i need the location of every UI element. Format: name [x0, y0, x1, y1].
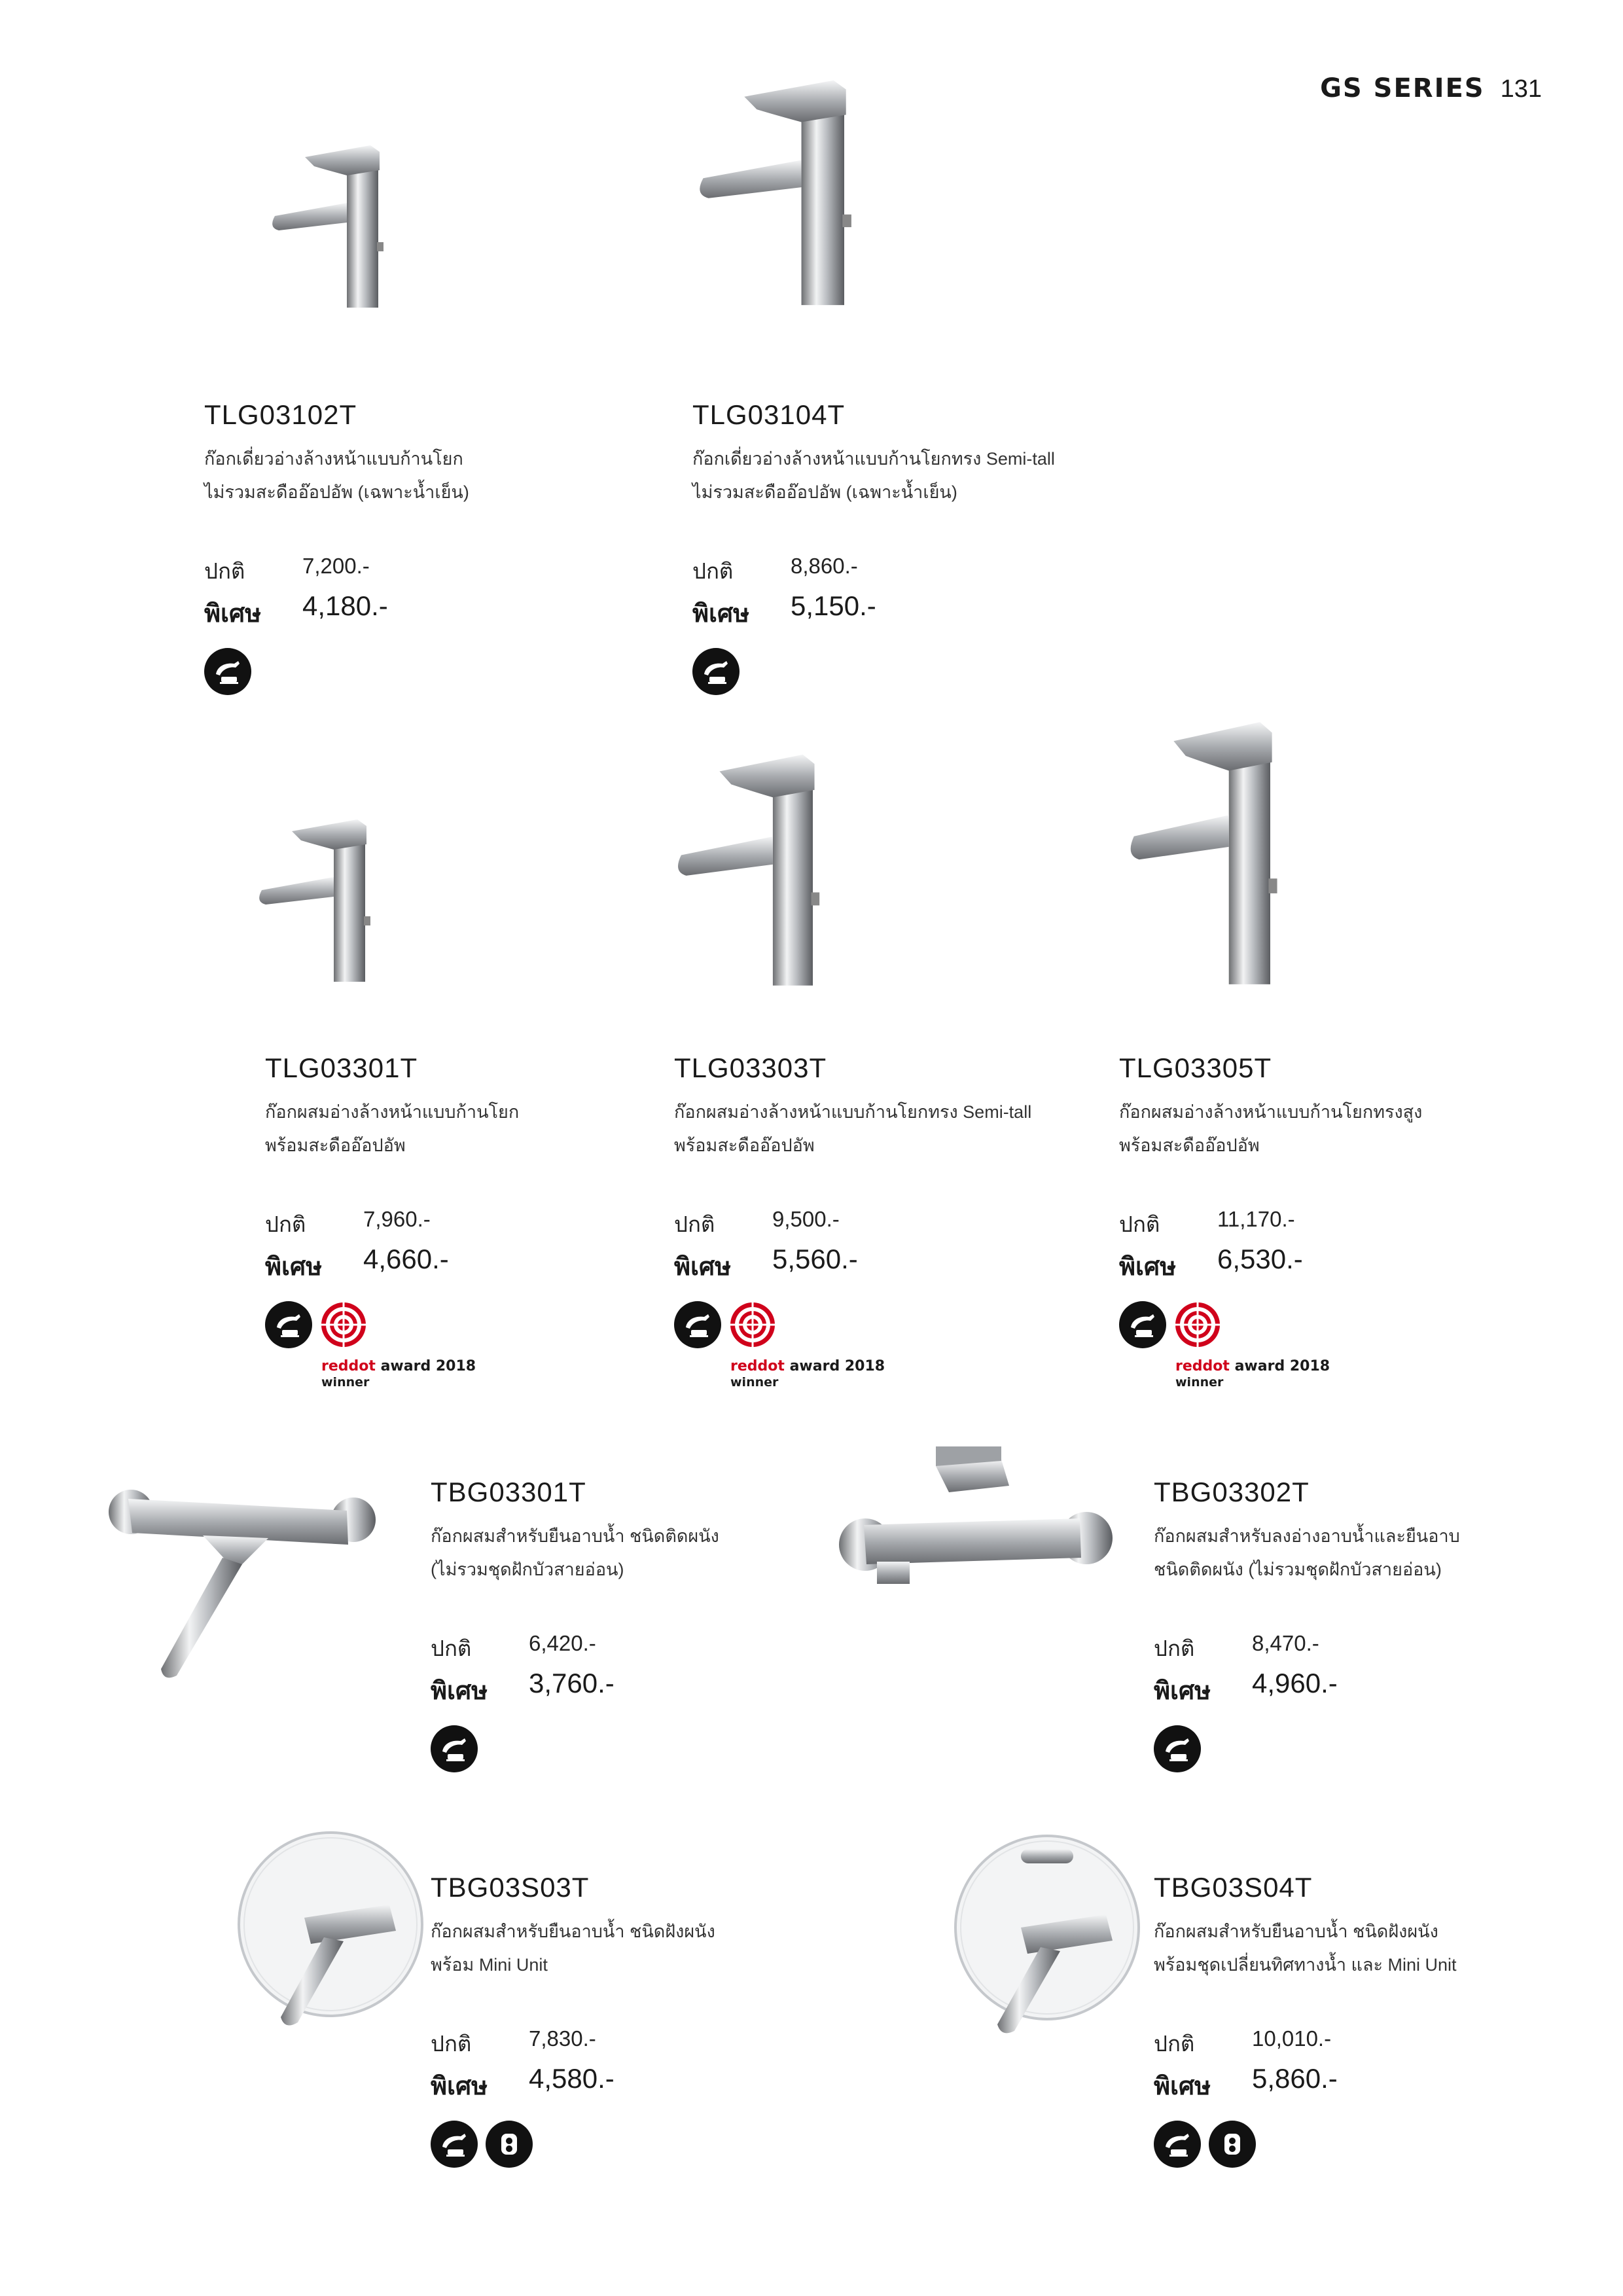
special-price: 5,150.-	[791, 590, 876, 621]
product-tlg03301t	[265, 1052, 658, 1390]
special-price: 4,180.-	[302, 590, 388, 621]
single-lever-icon	[431, 2121, 478, 2168]
product-description-line1: ก๊อกผสมสำหรับลงอ่างอาบน้ำและยืนอาบ	[1154, 1526, 1460, 1546]
product-description-line2: ไม่รวมสะดืออ๊อปอัพ (เฉพาะน้ำเย็น)	[692, 482, 957, 502]
reddot-award-caption: reddot award 2018 winner	[730, 1358, 885, 1390]
product-image-tbg03s03t	[232, 1826, 429, 2036]
product-tlg03303t	[674, 1052, 1093, 1390]
product-description-line1: ก๊อกผสมสำหรับยืนอาบน้ำ ชนิดติดผนัง	[431, 1526, 719, 1546]
product-image-tlg03303t	[648, 753, 831, 995]
reddot-award-icon	[1174, 1301, 1221, 1348]
special-price-label: พิเศษ	[204, 600, 262, 628]
page-number: 131	[1500, 75, 1542, 103]
regular-price-label: ปกติ	[1154, 1636, 1195, 1660]
regular-price-label: ปกติ	[265, 1212, 306, 1236]
regular-price-label: ปกติ	[431, 1636, 472, 1660]
product-tbg03301t	[431, 1477, 823, 1772]
special-price: 5,560.-	[772, 1244, 858, 1274]
regular-price-label: ปกติ	[431, 2032, 472, 2056]
regular-price: 9,500.-	[772, 1207, 840, 1231]
regular-price: 8,470.-	[1252, 1631, 1319, 1655]
product-image-tlg03305t	[1099, 720, 1289, 995]
mini-unit-icon	[486, 2121, 533, 2168]
product-image-tlg03301t	[236, 818, 380, 988]
single-lever-icon	[1119, 1301, 1166, 1348]
product-code: TLG03305T	[1119, 1052, 1272, 1083]
special-price: 4,960.-	[1252, 1668, 1338, 1698]
single-lever-icon	[1154, 1725, 1201, 1772]
regular-price: 6,420.-	[529, 1631, 596, 1655]
regular-price-label: ปกติ	[1119, 1212, 1160, 1236]
product-tlg03102t	[204, 399, 662, 695]
product-code: TBG03S04T	[1154, 1872, 1313, 1903]
regular-price: 11,170.-	[1217, 1207, 1295, 1231]
product-description-line1: ก๊อกผสมอ่างล้างหน้าแบบก้านโยกทรงสูง	[1119, 1102, 1423, 1122]
special-price-label: พิเศษ	[674, 1253, 732, 1281]
special-price: 6,530.-	[1217, 1244, 1303, 1274]
product-description-line2: พร้อมสะดืออ๊อปอัพ	[674, 1136, 815, 1155]
product-description-line2: พร้อมสะดืออ๊อปอัพ	[1119, 1136, 1260, 1155]
product-image-tlg03104t	[668, 79, 864, 314]
product-description-line2: ไม่รวมสะดืออ๊อปอัพ (เฉพาะน้ำเย็น)	[204, 482, 469, 502]
product-code: TBG03302T	[1154, 1477, 1310, 1507]
product-tbg03s03t	[431, 1872, 823, 2168]
product-tbg03s04t	[1154, 1872, 1546, 2168]
regular-price: 10,010.-	[1252, 2026, 1332, 2051]
product-code: TBG03S03T	[431, 1872, 590, 1903]
product-description-line1: ก๊อกเดี่ยวอ่างล้างหน้าแบบก้านโยกทรง Semi-tall	[692, 449, 1055, 469]
special-price-label: พิเศษ	[1154, 2073, 1211, 2100]
product-description-line2: พร้อม Mini Unit	[431, 1955, 548, 1975]
special-price: 5,860.-	[1252, 2063, 1338, 2094]
product-image-tbg03s04t	[949, 1826, 1145, 2042]
regular-price-label: ปกติ	[674, 1212, 715, 1236]
special-price-label: พิเศษ	[1119, 1253, 1177, 1281]
single-lever-icon	[265, 1301, 312, 1348]
product-tlg03305t	[1119, 1052, 1538, 1390]
product-tbg03302t	[1154, 1477, 1546, 1772]
product-image-tbg03302t	[838, 1446, 1113, 1610]
regular-price-label: ปกติ	[204, 559, 245, 583]
product-description-line1: ก๊อกผสมอ่างล้างหน้าแบบก้านโยก	[265, 1102, 520, 1122]
product-description-line1: ก๊อกเดี่ยวอ่างล้างหน้าแบบก้านโยก	[204, 449, 463, 469]
single-lever-icon	[692, 648, 740, 695]
reddot-award-caption: reddot award 2018 winner	[321, 1358, 476, 1390]
special-price-label: พิเศษ	[431, 1677, 488, 1705]
product-code: TLG03102T	[204, 399, 357, 430]
product-code: TLG03303T	[674, 1052, 827, 1083]
single-lever-icon	[1154, 2121, 1201, 2168]
product-description-line1: ก๊อกผสมสำหรับยืนอาบน้ำ ชนิดฝังผนัง	[1154, 1922, 1438, 1941]
product-description-line1: ก๊อกผสมสำหรับยืนอาบน้ำ ชนิดฝังผนัง	[431, 1922, 715, 1941]
product-description-line2: (ไม่รวมชุดฝักบัวสายอ่อน)	[431, 1560, 624, 1579]
regular-price-label: ปกติ	[692, 559, 734, 583]
regular-price: 8,860.-	[791, 554, 858, 578]
product-image-tlg03102t	[249, 144, 393, 314]
special-price-label: พิเศษ	[1154, 1677, 1211, 1705]
regular-price: 7,960.-	[363, 1207, 431, 1231]
special-price: 4,660.-	[363, 1244, 449, 1274]
special-price-label: พิเศษ	[431, 2073, 488, 2100]
product-code: TLG03104T	[692, 399, 846, 430]
regular-price: 7,830.-	[529, 2026, 596, 2051]
series-title: GS SERIES	[1320, 73, 1485, 103]
reddot-award-caption: reddot award 2018 winner	[1175, 1358, 1330, 1390]
reddot-award-icon	[320, 1301, 367, 1348]
special-price-label: พิเศษ	[265, 1253, 323, 1281]
product-tlg03104t	[692, 399, 1150, 695]
product-code: TLG03301T	[265, 1052, 418, 1083]
single-lever-icon	[431, 1725, 478, 1772]
product-description-line2: พร้อมสะดืออ๊อปอัพ	[265, 1136, 406, 1155]
product-code: TBG03301T	[431, 1477, 586, 1507]
product-description-line2: พร้อมชุดเปลี่ยนทิศทางน้ำ และ Mini Unit	[1154, 1955, 1457, 1975]
special-price: 3,760.-	[529, 1668, 615, 1698]
single-lever-icon	[674, 1301, 721, 1348]
mini-unit-icon	[1209, 2121, 1256, 2168]
special-price-label: พิเศษ	[692, 600, 750, 628]
regular-price-label: ปกติ	[1154, 2032, 1195, 2056]
regular-price: 7,200.-	[302, 554, 370, 578]
reddot-award-icon	[729, 1301, 776, 1348]
product-description-line2: ชนิดติดผนัง (ไม่รวมชุดฝักบัวสายอ่อน)	[1154, 1560, 1442, 1579]
single-lever-icon	[204, 648, 251, 695]
product-image-tbg03301t	[105, 1473, 380, 1689]
special-price: 4,580.-	[529, 2063, 615, 2094]
product-description-line1: ก๊อกผสมอ่างล้างหน้าแบบก้านโยกทรง Semi-tall	[674, 1102, 1032, 1122]
page-header	[1320, 73, 1542, 103]
